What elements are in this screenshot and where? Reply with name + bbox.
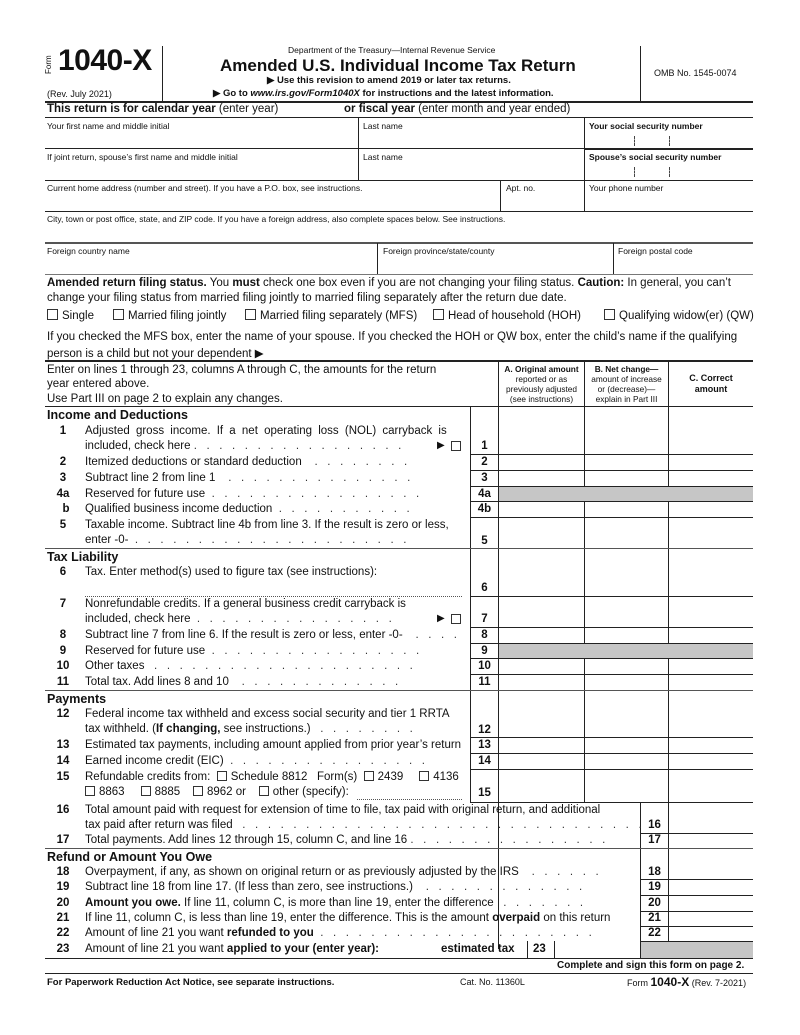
form-number: 1040-X: [58, 44, 152, 77]
line-number: 15: [56, 771, 70, 783]
checkbox[interactable]: [113, 309, 124, 320]
section-income-deductions: Income and Deductions: [47, 408, 188, 422]
line-label: Amount you owe. If line 11, column C, is more than line 19, enter the difference . . . . . . .: [85, 897, 584, 909]
checkbox[interactable]: [433, 309, 444, 320]
spouse-ssn-label: Spouse’s social security number: [589, 152, 722, 162]
line-box-number: 1: [481, 440, 488, 452]
line-14-column-b-input[interactable]: [587, 754, 666, 768]
line-label: included, check here . . . . . . . . . . . . . . . .: [85, 613, 392, 625]
line-box-number: 11: [478, 676, 491, 688]
line-8-column-c-input[interactable]: [671, 628, 751, 642]
address-input[interactable]: [47, 196, 494, 209]
reserved-shaded-row-4a: [499, 486, 753, 501]
line-12-column-c-input[interactable]: [671, 722, 751, 736]
line-20-column-c-input[interactable]: [671, 896, 751, 910]
complete-sign-note: Complete and sign this form on page 2.: [557, 960, 745, 971]
line-number: 1: [59, 425, 67, 437]
line-15-column-b-input[interactable]: [587, 787, 666, 801]
line-number: 19: [56, 881, 70, 893]
section-tax-liability: Tax Liability: [47, 550, 119, 564]
rule: [45, 690, 753, 691]
rule: [45, 274, 753, 275]
filing-status-option[interactable]: Married filing separately (MFS): [245, 309, 417, 322]
line-8-column-b-input[interactable]: [587, 628, 666, 642]
rule: [584, 117, 585, 211]
line-number: 3: [59, 472, 67, 484]
line-box-number: 8: [481, 629, 488, 641]
line-label: Taxable income. Subtract line 4b from line 3. If the result is zero or less,: [85, 519, 449, 531]
line-number: 7: [59, 598, 67, 610]
line-13-column-b-input[interactable]: [587, 738, 666, 752]
line-8-column-a-input[interactable]: [501, 628, 582, 642]
line-label: Refundable credits from: Schedule 8812 Form(s) 2439 4136: [85, 771, 459, 783]
line-box-number: 6: [481, 582, 488, 594]
foreign-country-input[interactable]: [47, 259, 372, 272]
header-divider-left: [162, 46, 163, 102]
line-13-column-a-input[interactable]: [501, 738, 582, 752]
line-11-column-a-input[interactable]: [501, 675, 582, 689]
foreign-province-label: Foreign province/state/county: [383, 246, 495, 256]
line-7-column-b-input[interactable]: [587, 612, 666, 626]
line-7-column-a-input[interactable]: [501, 612, 582, 626]
line-box-number: 4a: [478, 488, 491, 500]
line-number: 13: [56, 739, 70, 751]
line-1-column-c-input[interactable]: [671, 439, 751, 453]
line-10-column-c-input[interactable]: [671, 659, 751, 673]
form-revision: (Rev. July 2021): [47, 89, 112, 99]
line-label: Subtract line 7 from line 6. If the result is zero or less, enter -0- . . . .: [85, 629, 457, 641]
rule: [45, 117, 753, 118]
line-number: 17: [56, 834, 70, 846]
filing-status-option[interactable]: Head of household (HOH): [433, 309, 581, 322]
form-4136-option[interactable]: 4136: [419, 771, 459, 783]
line-22-column-c-input[interactable]: [671, 926, 751, 940]
line-number: 16: [56, 804, 70, 816]
foreign-postal-label: Foreign postal code: [618, 246, 693, 256]
last-name-input[interactable]: [363, 134, 578, 147]
phone-label: Your phone number: [589, 183, 664, 193]
line-box-number: 22: [648, 927, 661, 939]
line-11-column-b-input[interactable]: [587, 675, 666, 689]
line-box-number: 14: [478, 755, 491, 767]
line-label: Estimated tax payments, including amount applied from prior year’s return: [85, 739, 462, 751]
line-label: Overpayment, if any, as shown on original return or as previously adjusted by the IRS . . . . . .: [85, 866, 599, 878]
line-number: 2: [59, 456, 67, 468]
ssn-separator: [634, 136, 635, 146]
columns-intro: Enter on lines 1 through 23, columns A through C, the amounts for the return: [47, 364, 437, 376]
line-label: Tax. Enter method(s) used to figure tax (see instructions):: [85, 566, 378, 578]
rule: [613, 243, 614, 274]
line-7-column-c-input[interactable]: [671, 612, 751, 626]
rule: [45, 360, 753, 362]
revision-instruction: ▶ Use this revision to amend 2019 or later tax returns.: [267, 75, 511, 86]
form-title: Amended U.S. Individual Income Tax Return: [220, 56, 576, 75]
line-box-number: 18: [648, 866, 661, 878]
line-label: Earned income credit (EIC) . . . . . . . . . . . . . . . .: [85, 755, 425, 767]
form-8863-option[interactable]: 8863: [85, 786, 125, 798]
filing-status-option[interactable]: Single: [47, 309, 94, 322]
tax-method-input[interactable]: [85, 583, 460, 596]
calendar-year-label: This return is for calendar year (enter year): [47, 103, 279, 115]
line-label: enter -0- . . . . . . . . . . . . . . . . . . . . . .: [85, 534, 407, 546]
line-label: Amount of line 21 you want applied to your (enter year):: [85, 943, 380, 955]
first-name-input[interactable]: [47, 134, 352, 147]
mfs-hoh-note: If you checked the MFS box, enter the name of your spouse. If you checked the HOH or QW box, enter the child’s name if the qualifying: [47, 331, 738, 343]
line-label: Total payments. Add lines 12 through 15, column C, and line 16 . . . . . . . . . . . . . . . .: [85, 834, 606, 846]
filing-status-option[interactable]: Qualifying widow(er) (QW): [604, 309, 754, 322]
line-number: 4a: [56, 488, 70, 500]
estimated-tax-amount-input[interactable]: [557, 942, 637, 956]
line-4b-column-c-input[interactable]: [671, 502, 751, 516]
line-4b-column-b-input[interactable]: [587, 502, 666, 516]
rule: [377, 243, 378, 274]
first-name-label: Your first name and middle initial: [47, 121, 170, 131]
line-5-column-a-input[interactable]: [501, 533, 582, 547]
line-13-column-c-input[interactable]: [671, 738, 751, 752]
address-label: Current home address (number and street). If you have a P.O. box, see instructions.: [47, 183, 363, 193]
foreign-province-input[interactable]: [383, 259, 608, 272]
line-box-number: 7: [481, 613, 488, 625]
line-label: Subtract line 18 from line 17. (If less than zero, see instructions.) . . . . . . . . . . . . .: [85, 881, 583, 893]
estimated-tax-label: estimated tax: [441, 943, 515, 955]
checkbox[interactable]: [259, 786, 269, 796]
checkbox[interactable]: [47, 309, 58, 320]
line-16-column-c-input[interactable]: [671, 818, 751, 832]
dotted-entry-line: [85, 596, 462, 597]
rule: [45, 406, 753, 407]
catalog-number: Cat. No. 11360L: [460, 977, 525, 987]
line-6-column-b-input[interactable]: [587, 581, 666, 595]
line-19-column-c-input[interactable]: [671, 880, 751, 894]
line-10-column-b-input[interactable]: [587, 659, 666, 673]
line-label: included, check here . . . . . . . . . . . . . . . . .: [85, 440, 402, 452]
rule: [45, 211, 753, 212]
instructions-prefix: ▶ Go to: [213, 88, 251, 99]
line-box-number: 16: [648, 819, 661, 831]
filing-status-caution: change your filing status from married filing jointly to married filing separately after the return due date.: [47, 292, 567, 304]
section-refund-or-owe: Refund or Amount You Owe: [47, 850, 213, 864]
line-15-column-c-input[interactable]: [671, 787, 751, 801]
filing-status-option[interactable]: Married filing jointly: [113, 309, 226, 322]
business-credit-carryback-checkbox[interactable]: [451, 614, 461, 624]
line-number: 20: [56, 897, 70, 909]
foreign-country-label: Foreign country name: [47, 246, 130, 256]
line-label: [85, 786, 349, 798]
spouse-last-name-input[interactable]: [363, 165, 578, 178]
columns-intro: Use Part III on page 2 to explain any changes.: [47, 393, 283, 405]
other-specify-input[interactable]: [357, 786, 462, 799]
line-box-number: 15: [478, 787, 491, 799]
form-2439-option[interactable]: 2439: [364, 771, 404, 783]
line-box-number: 12: [478, 724, 491, 736]
checkbox[interactable]: [217, 771, 227, 781]
rule: [470, 643, 753, 644]
spouse-first-name-input[interactable]: [47, 165, 352, 178]
line-box-number: 17: [648, 834, 661, 846]
department-label: Department of the Treasury—Internal Revenue Service: [288, 45, 496, 55]
applied-year-input[interactable]: [380, 942, 438, 956]
line-12-column-a-input[interactable]: [501, 722, 582, 736]
line-17-column-c-input[interactable]: [671, 833, 751, 847]
line-5-column-c-input[interactable]: [671, 533, 751, 547]
reserved-shaded-row-9: [499, 643, 753, 658]
line-label: Qualified business income deduction . . . . . . . . . . .: [85, 503, 410, 515]
apt-label: Apt. no.: [506, 183, 536, 193]
nol-carryback-checkbox[interactable]: [451, 441, 461, 451]
line-number: 6: [59, 566, 67, 578]
line-5-column-b-input[interactable]: [587, 533, 666, 547]
rule: [584, 149, 753, 150]
checkbox[interactable]: [193, 786, 203, 796]
line-box-number: 9: [481, 645, 488, 657]
arrow-icon: ▶: [437, 440, 445, 451]
column-a-header: A. Original amount reported or as previously adjusted (see instructions): [504, 364, 579, 404]
spouse-last-name-label: Last name: [363, 152, 403, 162]
line-4b-column-a-input[interactable]: [501, 502, 582, 516]
line-label: Reserved for future use . . . . . . . . . . . . . . . . .: [85, 645, 420, 657]
line-11-column-c-input[interactable]: [671, 675, 751, 689]
line-box-number: 5: [481, 535, 488, 547]
line-number: 14: [56, 755, 70, 767]
filing-status-heading: Amended return filing status. You must check one box even if you are not changing your filing status. Caution: In general, you can’t: [47, 277, 731, 289]
fiscal-year-input[interactable]: [590, 103, 750, 117]
apt-input[interactable]: [506, 196, 580, 209]
rule: [45, 848, 753, 849]
irs-url-link[interactable]: www.irs.gov/Form1040X: [250, 88, 360, 99]
line-label: Nonrefundable credits. If a general business credit carryback is: [85, 598, 406, 610]
line-number: 23: [56, 943, 70, 955]
line-number: 12: [56, 708, 70, 720]
rule: [527, 941, 528, 958]
other-option[interactable]: other (specify):: [259, 786, 349, 798]
checkbox[interactable]: [141, 786, 151, 796]
mfs-hoh-note: person is a child but not your dependent ▶: [47, 348, 264, 360]
rule: [470, 517, 753, 518]
line-number: 8: [59, 629, 67, 641]
line-2-column-b-input[interactable]: [587, 455, 666, 469]
line-number: 18: [56, 866, 70, 878]
rule: [45, 958, 753, 959]
line-21-column-c-input[interactable]: [671, 911, 751, 925]
instructions-suffix: for instructions and the latest information.: [359, 88, 554, 99]
line-6-column-a-input[interactable]: [501, 581, 582, 595]
line-box-number: 20: [648, 897, 661, 909]
rule: [470, 802, 753, 803]
line-label: Reserved for future use . . . . . . . . . . . . . . . . .: [85, 488, 420, 500]
line-label: Total amount paid with request for extension of time to file, tax paid with original return, and additional: [85, 804, 601, 816]
line-3-column-c-input[interactable]: [671, 471, 751, 485]
ssn-separator: [634, 167, 635, 177]
rule: [554, 941, 555, 958]
line-15-column-a-input[interactable]: [501, 787, 582, 801]
line-label: tax withheld. (If changing, see instructions.) . . . . . . . .: [85, 723, 413, 735]
phone-input[interactable]: [589, 196, 749, 209]
rule: [45, 973, 753, 974]
line-number: b: [62, 503, 70, 515]
line-18-column-c-input[interactable]: [671, 864, 751, 878]
schedule-8812-option[interactable]: Schedule 8812: [217, 771, 308, 783]
fiscal-year-label: or fiscal year (enter month and year ended): [344, 103, 571, 115]
line-box-number: 21: [648, 912, 661, 924]
line-box-number: 23: [533, 943, 546, 955]
line-label: Itemized deductions or standard deduction . . . . . . . .: [85, 456, 408, 468]
checkbox[interactable]: [604, 309, 615, 320]
rule: [470, 769, 753, 770]
line-label: Total tax. Add lines 8 and 10 . . . . . . . . . . . . .: [85, 676, 399, 688]
checkbox[interactable]: [245, 309, 256, 320]
line-number: 21: [56, 912, 70, 924]
line-3-column-a-input[interactable]: [501, 471, 582, 485]
line-box-number: 10: [478, 660, 491, 672]
rule: [45, 242, 753, 244]
line-box-number: 19: [648, 881, 661, 893]
calendar-year-input[interactable]: [282, 103, 338, 117]
rule: [45, 548, 753, 549]
rule: [470, 486, 753, 487]
line-1-column-a-input[interactable]: [501, 439, 582, 453]
checkbox[interactable]: [364, 771, 374, 781]
line-3-column-b-input[interactable]: [587, 471, 666, 485]
line-14-column-c-input[interactable]: [671, 754, 751, 768]
line-label: Adjusted gross income. If a net operating loss (NOL) carryback is: [85, 425, 447, 437]
line-label: Subtract line 2 from line 1 . . . . . . . . . . . . . . .: [85, 472, 411, 484]
rule: [500, 180, 501, 211]
ssn-separator: [669, 167, 670, 177]
line-label: tax paid after return was filed . . . . . . . . . . . . . . . . . . . . . . . . . . . . . . . .: [85, 819, 642, 831]
checkbox[interactable]: [419, 771, 429, 781]
ssn-label: Your social security number: [589, 121, 703, 131]
rule: [45, 180, 753, 181]
line-label: Amount of line 21 you want refunded to you . . . . . . . . . . . . . . . . . . . . . .: [85, 927, 592, 939]
last-name-label: Last name: [363, 121, 403, 131]
ssn-separator: [669, 136, 670, 146]
rule: [470, 596, 753, 597]
column-c-header: C. Correct amount: [689, 373, 733, 394]
shaded-cell-23: [640, 941, 753, 958]
dotted-entry-line: [357, 799, 462, 800]
omb-number: OMB No. 1545-0074: [654, 68, 737, 78]
line-10-column-a-input[interactable]: [501, 659, 582, 673]
form-label: Form: [44, 55, 53, 74]
line-2-column-c-input[interactable]: [671, 455, 751, 469]
line-label: Other taxes . . . . . . . . . . . . . . . . . . . . .: [85, 660, 413, 672]
city-label: City, town or post office, state, and ZIP code. If you have a foreign address, also complete spaces below. See instructions.: [47, 214, 506, 224]
form-8962-option[interactable]: 8962 or: [193, 786, 246, 798]
line-box-number: 13: [478, 739, 491, 751]
arrow-icon: ▶: [437, 613, 445, 624]
footer-form-id: Form 1040-X (Rev. 7-2021): [627, 975, 747, 989]
checkbox[interactable]: [85, 786, 95, 796]
line-number: 9: [59, 645, 67, 657]
line-2-column-a-input[interactable]: [501, 455, 582, 469]
spouse-first-name-label: If joint return, spouse’s first name and middle initial: [47, 152, 238, 162]
line-number: 11: [56, 676, 70, 688]
line-number: 22: [56, 927, 70, 939]
line-box-number: 2: [481, 456, 488, 468]
line-box-number: 4b: [477, 503, 492, 515]
section-payments: Payments: [47, 692, 107, 706]
line-number: 5: [59, 519, 67, 531]
columns-intro: year entered above.: [47, 378, 150, 390]
line-number: 10: [56, 660, 70, 672]
instructions-link-line: [213, 88, 554, 99]
line-label: If line 11, column C, is less than line 19, enter the difference. This is the amount overpaid on this return: [85, 912, 611, 924]
qualifying-person-input[interactable]: [282, 345, 747, 359]
city-input[interactable]: [47, 227, 747, 240]
paperwork-notice: For Paperwork Reduction Act Notice, see separate instructions.: [47, 977, 335, 988]
column-b-header: B. Net change— amount of increase or (decrease)— explain in Part III: [591, 364, 662, 404]
rule: [640, 941, 753, 942]
line-label: Federal income tax withheld and excess social security and tier 1 RRTA: [85, 708, 450, 720]
line-12-column-b-input[interactable]: [587, 722, 666, 736]
foreign-postal-input[interactable]: [618, 259, 748, 272]
header-divider-right: [640, 46, 641, 102]
line-box-number: 3: [481, 472, 488, 484]
line-1-column-b-input[interactable]: [587, 439, 666, 453]
line-6-column-c-input[interactable]: [671, 581, 751, 595]
form-8885-option[interactable]: 8885: [141, 786, 181, 798]
line-14-column-a-input[interactable]: [501, 754, 582, 768]
